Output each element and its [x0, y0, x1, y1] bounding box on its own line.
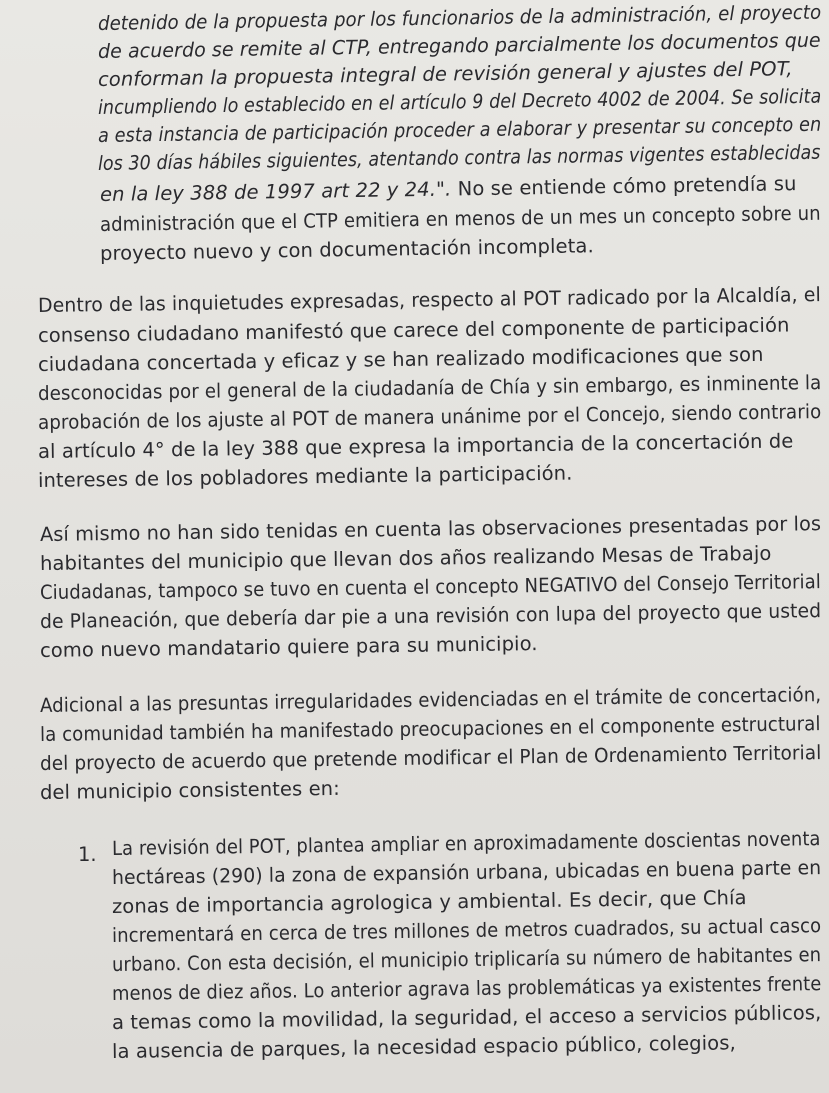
quote-end-text: en la ley 388 de 1997 art 22 y 24.". — [99, 177, 452, 206]
paragraph-line: al artículo 4° de la ley 388 que expresa la importancia de la concertación de — [37, 429, 794, 463]
paragraph-line: consenso ciudadano manifestó que carece del componente de participación — [37, 313, 790, 347]
paragraph-line: desconocidas por el general de la ciudadanía de Chía y sin embargo, es inminente la — [37, 371, 822, 405]
list-item-line: incrementará en cerca de tres millones de metros cuadrados, su actual casco — [111, 914, 822, 947]
quote-tail-text: No se entiende cómo pretendía su — [451, 172, 797, 201]
quote-line: de acuerdo se remite al CTP, entregando parcialmente los documentos que — [97, 28, 821, 63]
paragraph-line: Adicional a las presuntas irregularidades evidenciadas en el trámite de concertación, — [39, 683, 822, 717]
list-item-line: a temas como la movilidad, la seguridad, el acceso a servicios públicos, — [111, 1001, 822, 1034]
list-item-line: la ausencia de parques, la necesidad espacio público, colegios, — [111, 1031, 736, 1063]
quote-line — [100, 172, 797, 207]
list-item-line: hectáreas (290) la zona de expansión urbana, ubicadas en buena parte en — [111, 856, 822, 889]
quote-line: conforman la propuesta integral de revisión general y ajustes del POT, — [97, 57, 793, 91]
paragraph-line: del municipio consistentes en: — [39, 776, 340, 804]
paragraph-line: de Planeación, que debería dar pie a una revisión con lupa del proyecto que usted — [39, 599, 822, 633]
paragraph-line: Así mismo no han sido tenidas en cuenta las observaciones presentadas por los — [39, 512, 822, 546]
list-item-line: zonas de importancia agrologica y ambiental. Es decir, que Chía — [111, 886, 747, 918]
paragraph-line: aprobación de los ajuste al POT de manera unánime por el Concejo, siendo contrario — [37, 400, 822, 434]
quote-line: los 30 días hábiles siguientes, atentando contra las normas vigentes establecidas — [97, 140, 821, 175]
paragraph-line: como nuevo mandatario quiere para su municipio. — [39, 632, 538, 662]
quote-line: administración que el CTP emitiera en menos de un mes un concepto sobre un — [99, 201, 821, 236]
paragraph-line: la comunidad también ha manifestado preocupaciones en el componente estructural — [39, 712, 821, 746]
paragraph-line: habitantes del municipio que llevan dos años realizando Mesas de Trabajo — [39, 541, 772, 575]
quote-line: detenido de la propuesta por los funcionarios de la administración, el proyecto — [97, 0, 822, 35]
paragraph-line: Dentro de las inquietudes expresadas, respecto al POT radicado por la Alcaldía, el — [37, 283, 822, 317]
list-item-line: La revisión del POT, plantea ampliar en aproximadamente doscientas noventa — [111, 827, 821, 860]
list-item-number: 1. — [78, 843, 97, 866]
quote-line: proyecto nuevo y con documentación incompleta. — [99, 234, 594, 265]
paragraph-line: ciudadana concertada y eficaz y se han realizado modificaciones que son — [37, 342, 764, 376]
paragraph-line: Ciudadanas, tampoco se tuvo en cuenta el concepto NEGATIVO del Consejo Territorial — [39, 570, 822, 604]
quote-line: a esta instancia de participación proceder a elaborar y presentar su concepto en — [97, 112, 822, 147]
quote-line: incumpliendo lo establecido en el artículo 9 del Decreto 4002 de 2004. Se solicita — [97, 84, 822, 119]
paragraph-line: del proyecto de acuerdo que pretende modificar el Plan de Ordenamiento Territorial — [39, 741, 822, 775]
paragraph-line: intereses de los pobladores mediante la participación. — [37, 461, 573, 492]
list-item-line: urbano. Con esta decisión, el municipio triplicaría su número de habitantes en — [111, 943, 822, 976]
list-item-line: menos de diez años. Lo anterior agrava las problemáticas ya existentes frente — [111, 972, 822, 1005]
